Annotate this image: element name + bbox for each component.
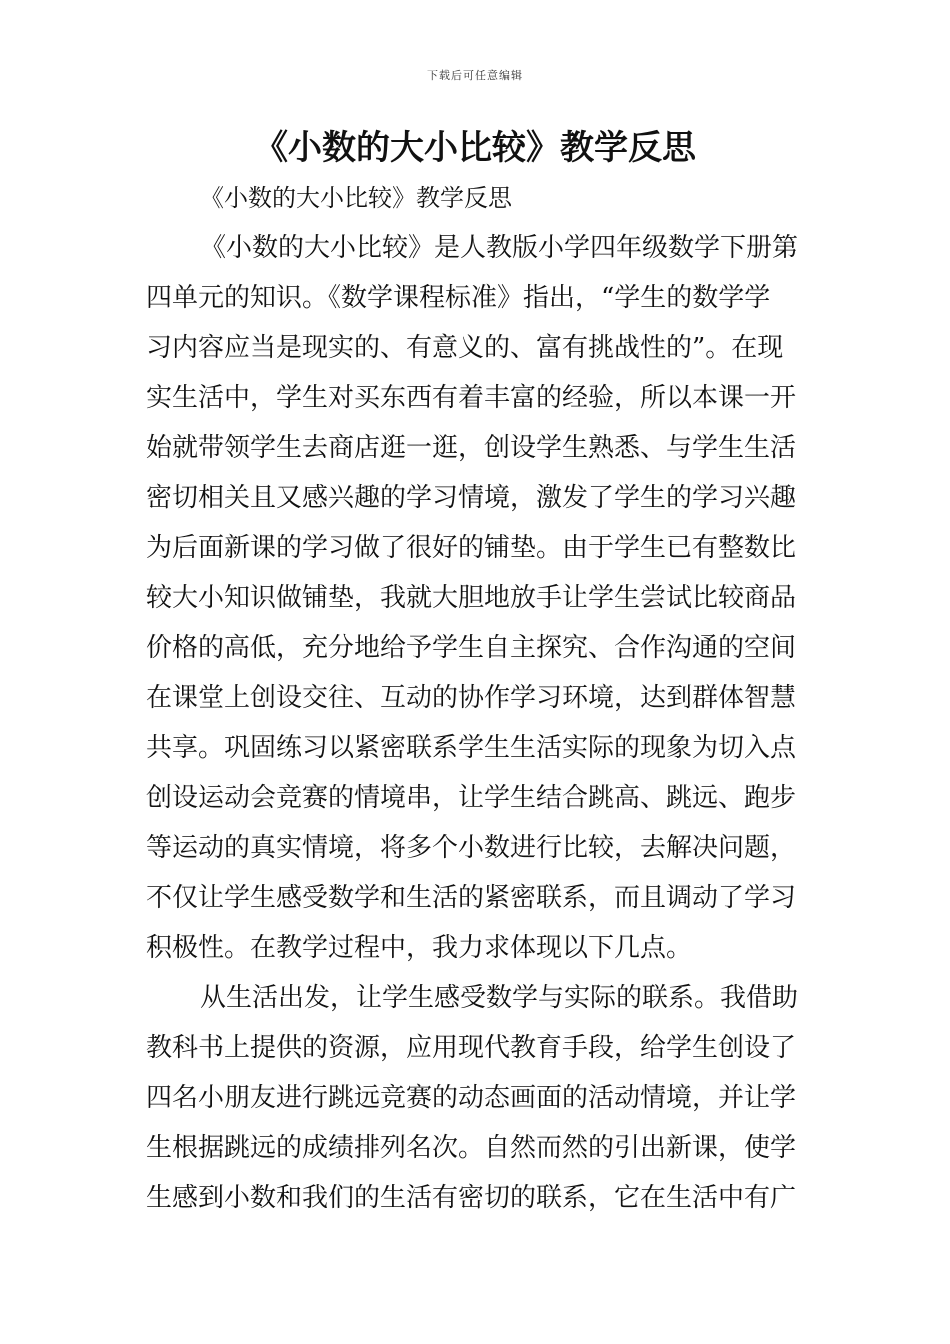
body-line: 创设运动会竞赛的情境串，让学生结合跳高、跳远、跑步 — [146, 783, 797, 813]
body-line: 较大小知识做铺垫，我就大胆地放手让学生尝试比较商品 — [146, 583, 797, 613]
body-line: 价格的高低，充分地给予学生自主探究、合作沟通的空间 — [146, 633, 797, 663]
body-line: 不仅让学生感受数学和生活的紧密联系，而且调动了学习 — [146, 883, 797, 913]
body-line: 等运动的真实情境，将多个小数进行比较，去解决问题， — [146, 833, 797, 863]
body-line: 共享。巩固练习以紧密联系学生生活实际的现象为切入点 — [146, 733, 797, 763]
body-line: 四名小朋友进行跳远竞赛的动态画面的活动情境，并让学 — [146, 1083, 797, 1113]
body-line: 实生活中，学生对买东西有着丰富的经验，所以本课一开 — [146, 383, 797, 413]
header-note: 下载后可任意编辑 — [427, 69, 523, 82]
body-line: 积极性。在教学过程中，我力求体现以下几点。 — [146, 933, 693, 963]
body-line: 生感到小数和我们的生活有密切的联系，它在生活中有广 — [146, 1183, 797, 1213]
body-line: 从生活出发，让学生感受数学与实际的联系。我借助 — [200, 983, 799, 1013]
body-line: 习内容应当是现实的、有意义的、富有挑战性的”。在现 — [146, 333, 784, 363]
body-line: 密切相关且又感兴趣的学习情境，激发了学生的学习兴趣 — [146, 483, 797, 513]
body-line: 教科书上提供的资源，应用现代教育手段，给学生创设了 — [146, 1033, 797, 1063]
body-line: 始就带领学生去商店逛一逛，创设学生熟悉、与学生生活 — [146, 433, 797, 463]
body-line: 《小数的大小比较》是人教版小学四年级数学下册第 — [200, 233, 799, 263]
body-line: 在课堂上创设交往、互动的协作学习环境，达到群体智慧 — [146, 683, 797, 713]
document-title: 《小数的大小比较》教学反思 — [254, 128, 696, 168]
body-line: 为后面新课的学习做了很好的铺垫。由于学生已有整数比 — [146, 533, 797, 563]
body-line: 生根据跳远的成绩排列名次。自然而然的引出新课，使学 — [146, 1133, 797, 1163]
document-subtitle: 《小数的大小比较》教学反思 — [200, 184, 512, 212]
body-line: 四单元的知识。《数学课程标准》指出，“学生的数学学 — [146, 283, 771, 313]
